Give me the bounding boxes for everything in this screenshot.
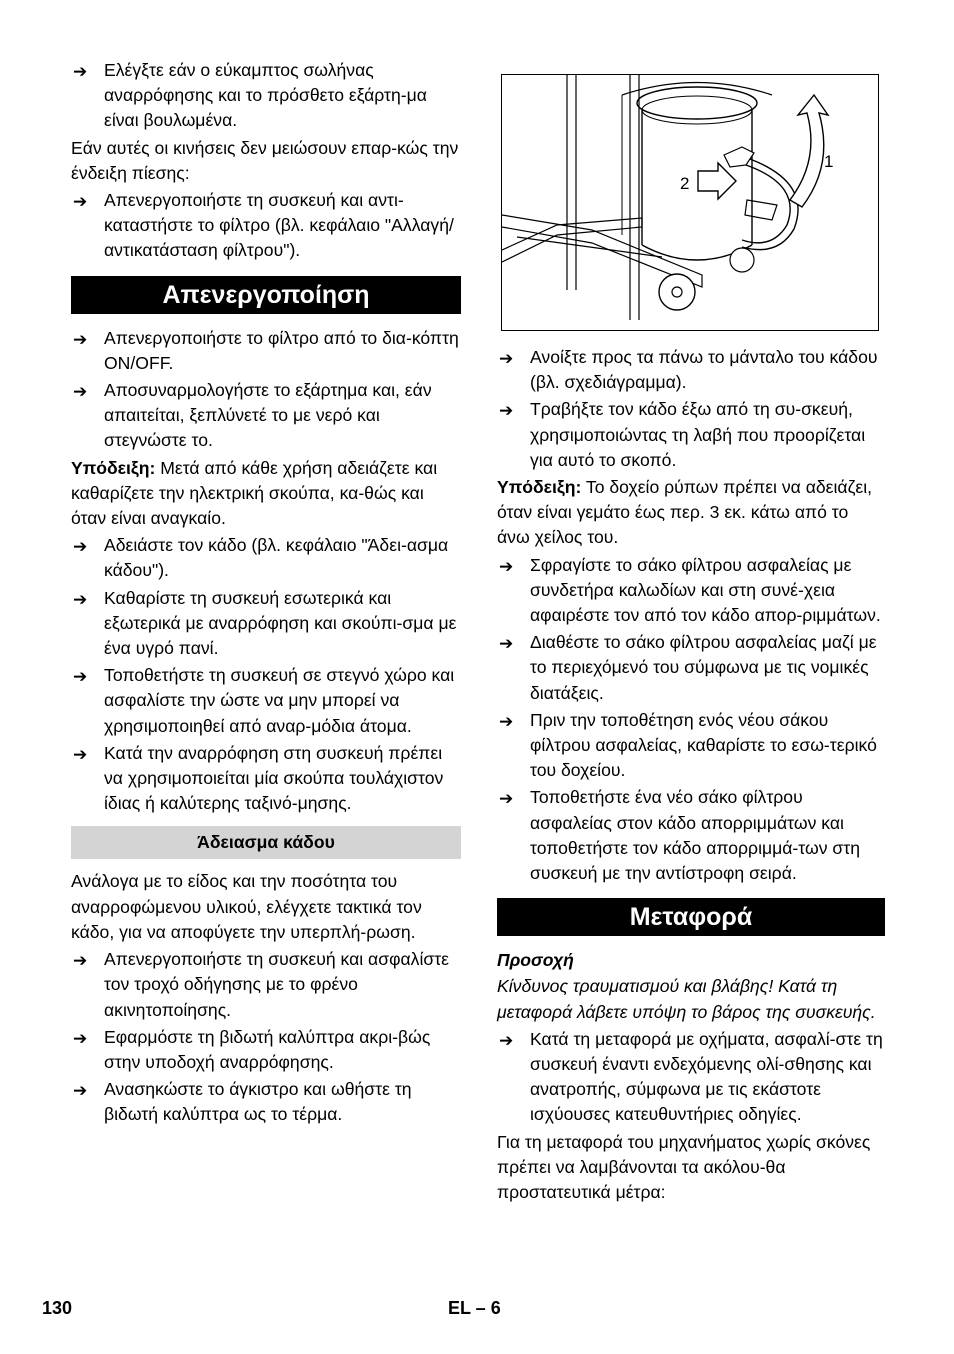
arrow-right-icon: ➔ — [73, 192, 88, 212]
bullet-item: ➔ Απενεργοποιήστε τη συσκευή και αντι-καταστήστε το φίλτρο (βλ. κεφάλαιο "Αλλαγή/αντικατάσταση φίλτρου"). — [73, 190, 454, 261]
arrow-right-icon: ➔ — [73, 537, 88, 557]
arrow-right-icon: ➔ — [73, 1028, 88, 1048]
arrow-right-icon: ➔ — [499, 1030, 514, 1050]
bullet-item: ➔ Διαθέστε το σάκο φίλτρου ασφαλείας μαζί με το περιεχόμενό του σύμφωνα με τις νομικές διατάξεις. — [499, 632, 877, 703]
subsection-heading-empty-container: Άδειασμα κάδου — [71, 826, 461, 859]
arrow-right-icon: ➔ — [73, 62, 88, 81]
bullet-item: ➔ Κατά τη μεταφορά με οχήματα, ασφαλί-στε τη συσκευή έναντι ενδεχόμενης ολί-σθησης και ανατροπής, σύμφωνα με τις εκάστοτε ισχύουσες κατευθυντήριες οδηγίες. — [499, 1028, 883, 1125]
footer-page-number: 130 — [42, 1298, 73, 1318]
note-label: Υπόδειξη: — [71, 457, 156, 478]
bullet-item: ➔ Ελέγξτε εάν ο εύκαμπτος σωλήνας αναρρόφησης και το πρόσθετο εξάρτη-μα είναι βουλωμένα. — [73, 60, 427, 131]
arrow-right-icon: ➔ — [73, 1081, 88, 1101]
bullet-item: ➔ Αποσυναρμολογήστε το εξάρτημα και, εάν απαιτείται, ξεπλύνετέ το με νερό και στεγνώστε το. — [73, 380, 432, 451]
arrow-right-icon: ➔ — [73, 667, 88, 687]
arrow-right-icon: ➔ — [499, 556, 514, 576]
bullet-item: ➔ Τραβήξτε τον κάδο έξω από τη συ-σκευή, χρησιμοποιώντας τη λαβή που προορίζεται για αυτό το σκοπό. — [499, 399, 866, 470]
right-column — [497, 58, 885, 1207]
note-label: Υπόδειξη: — [497, 477, 582, 498]
arrow-right-icon: ➔ — [73, 589, 88, 609]
bullet-item: ➔ Πριν την τοποθέτηση ενός νέου σάκου φίλτρου ασφαλείας, καθαρίστε το εσω-τερικό του δοχείου. — [499, 709, 877, 781]
arrow-right-icon: ➔ — [73, 382, 88, 402]
arrow-right-icon: ➔ — [73, 329, 88, 349]
illustration-svg — [502, 75, 878, 330]
caution-title: Προσοχή — [497, 950, 574, 971]
container-latch-illustration — [501, 74, 879, 331]
arrow-right-icon: ➔ — [499, 401, 514, 421]
arrow-right-icon: ➔ — [499, 789, 514, 809]
arrow-right-icon: ➔ — [73, 744, 88, 764]
figure-label-1: 1 — [824, 152, 834, 171]
section-heading-shutdown: Απενεργοποίηση — [71, 276, 461, 314]
arrow-right-icon: ➔ — [73, 951, 88, 971]
bullet-item: ➔ Ανοίξτε προς τα πάνω το μάνταλο του κάδου (βλ. σχεδιάγραμμα). — [499, 347, 878, 393]
bullet-item: ➔ Απενεργοποιήστε τη συσκευή και ασφαλίστε τον τροχό οδήγησης με το φρένο ακινητοποίησης. — [73, 949, 450, 1020]
left-column — [71, 58, 461, 1130]
arrow-right-icon: ➔ — [499, 634, 514, 654]
bullet-item: ➔ Καθαρίστε τη συσκευή εσωτερικά και εξωτερικά με αναρρόφηση και σκούπι-σμα με ένα υγρό πανί. — [73, 587, 457, 659]
bullet-item: ➔ Σφραγίστε το σάκο φίλτρου ασφαλείας με συνδετήρα καλωδίων και στη συνέ-χεια αφαιρέστε τον από τον κάδο απορ-ριμμάτων. — [499, 554, 881, 626]
bullet-item: ➔ Εφαρμόστε τη βιδωτή καλύπτρα ακρι-βώς στην υποδοχή αναρρόφησης. — [73, 1026, 431, 1072]
figure-label-2: 2 — [680, 174, 690, 193]
bullet-item: ➔ Τοποθετήστε ένα νέο σάκο φίλτρου ασφαλείας στον κάδο απορριμμάτων και τοποθετήστε τον κάδο απορριμμά-των στη συσκευή με την αντίστροφη σειρά. — [499, 787, 860, 884]
bullet-item: ➔ Αδειάστε τον κάδο (βλ. κεφάλαιο "Άδει-ασμα κάδου"). — [73, 535, 449, 581]
footer-language-page: EL – 6 — [448, 1298, 501, 1318]
arrow-right-icon: ➔ — [499, 349, 514, 368]
bullet-item: ➔ Κατά την αναρρόφηση στη συσκευή πρέπει να χρησιμοποιείται μία σκούπα τουλάχιστον ίδιας ή καλύτερης ταξινό-μησης. — [73, 742, 444, 814]
note-paragraph: Υπόδειξη: Μετά από κάθε χρήση αδειάζετε και καθαρίζετε την ηλεκτρική σκούπα, κα-θώς και όταν είναι αναγκαίο. — [71, 457, 438, 529]
bullet-item: ➔ Τοποθετήστε τη συσκευή σε στεγνό χώρο και ασφαλίστε την ώστε να μην μπορεί να χρησιμοποιηθεί από αναρ-μόδια άτομα. — [73, 665, 455, 736]
paragraph: Ανάλογα με το είδος και την ποσότητα του αναρροφώμενου υλικού, ελέγχετε τακτικά τον κάδο, για να αποφύγετε την υπερπλή-ρωση. — [71, 871, 422, 942]
bullet-item: ➔ Ανασηκώστε το άγκιστρο και ωθήστε τη βιδωτή καλύπτρα ως το τέρμα. — [73, 1079, 412, 1125]
paragraph: Για τη μεταφορά του μηχανήματος χωρίς σκόνες πρέπει να λαμβάνονται τα ακόλου-θα προστατευτικά μέτρα: — [497, 1131, 871, 1203]
arrow-right-icon: ➔ — [499, 711, 514, 731]
paragraph: Εάν αυτές οι κινήσεις δεν μειώσουν επαρ-κώς την ένδειξη πίεσης: — [71, 137, 459, 183]
bullet-item: ➔ Απενεργοποιήστε το φίλτρο από το δια-κόπτη ON/OFF. — [73, 327, 459, 373]
caution-text: Κίνδυνος τραυματισμού και βλάβης! Κατά τη μεταφορά λάβετε υπόψη το βάρος της συσκευής. — [497, 976, 876, 1022]
note-paragraph: Υπόδειξη: Το δοχείο ρύπων πρέπει να αδειάζει, όταν είναι γεμάτο έως περ. 3 εκ. κάτω από το άνω χείλος του. — [497, 477, 872, 548]
section-heading-transport: Μεταφορά — [497, 898, 885, 936]
